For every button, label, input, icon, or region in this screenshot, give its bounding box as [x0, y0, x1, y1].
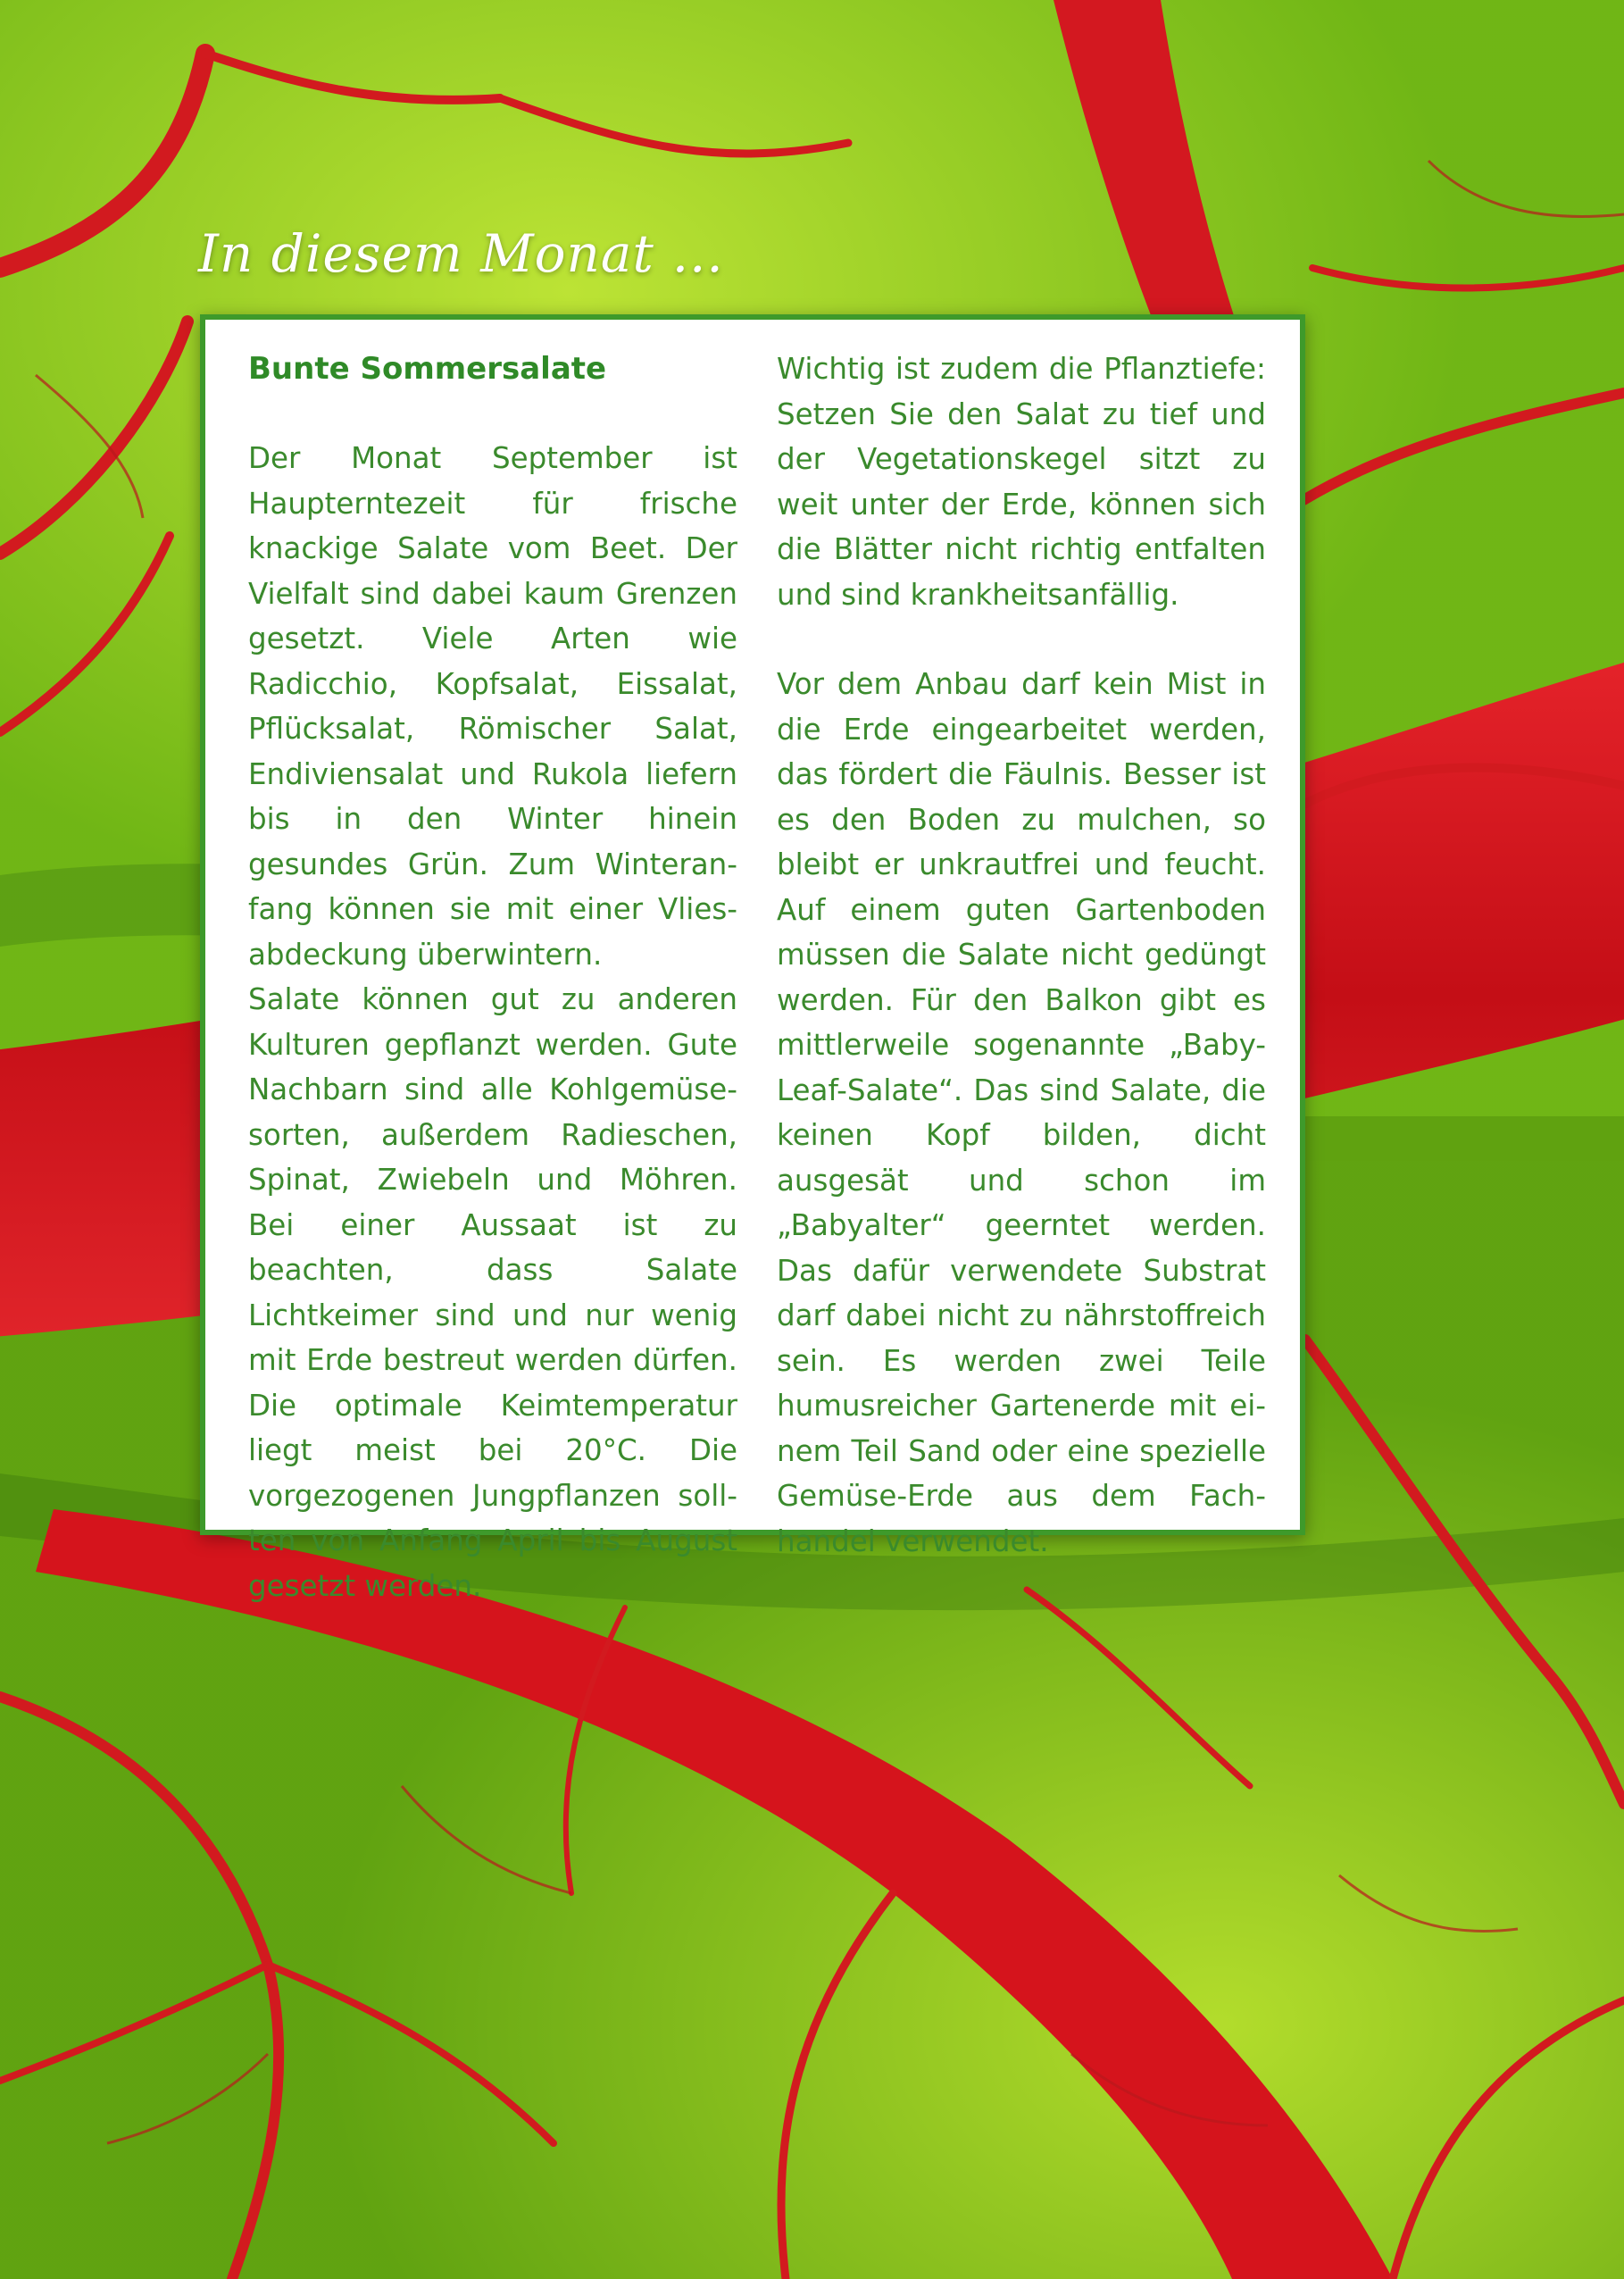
article-column-left — [248, 346, 737, 1608]
article-column-right — [777, 346, 1266, 1564]
article-title: Bunte Sommersalate — [248, 351, 607, 387]
article-paragraph: Vor dem Anbau darf kein Mist in die Erde eingearbeitet werden, das fördert die Fäulnis. Besser ist es den Boden zu mulchen, so bleibt er unkrautfrei und feucht. Auf einem guten Gartenboden müssen die Salate nicht gedüngt werden. Für den Balkon gibt es mittlerweile sogenannte „Baby-Leaf-Salate“. Das sind Salate, die keinen Kopf bilden, dicht ausgesät und schon im „Babyalter“ geerntet werden. Das dafür verwendete Substrat darf dabei nicht zu nährstoffreich sein. Es werden zwei Teile humusreicher Gartenerde mit einem Teil Sand oder eine spezielle Gemüse-Erde aus dem Fachhandel verwendet. — [777, 667, 1266, 1558]
article-paragraph: Der Monat September ist Haupterntezeit für frische knackige Salate vom Beet. Der Vielfalt sind dabei kaum Grenzen gesetzt. Viele Arten wie Radicchio, Kopfsalat, Eissalat, Pflücksalat, Römischer Salat, Endiviensalat und Rukola liefern bis in den Winter hinein gesundes Grün. Zum Winteranfang können sie mit einer Vliesabdeckung überwintern. — [248, 441, 737, 972]
article-paragraph: Wichtig ist zudem die Pflanztiefe: Setzen Sie den Salat zu tief und der Vegetationskegel sitzt zu weit unter der Erde, können sich die Blätter nicht richtig entfalten und sind krankheitsanfällig. — [777, 352, 1266, 612]
article-card — [200, 314, 1305, 1603]
section-heading-in-diesem-monat: In diesem Monat … — [198, 223, 725, 284]
article-paragraph: Salate können gut zu anderen Kulturen gepflanzt werden. Gute Nachbarn sind alle Kohlgemüsesorten, außerdem Radieschen, Spinat, Zwiebeln und Möhren. Bei einer Aussaat ist zu beachten, dass Salate Lichtkeimer sind und nur wenig mit Erde bestreut werden dürfen. Die optimale Keimtemperatur liegt meist bei 20°C. Die vorgezogenen Jungpflanzen sollten von Anfang April bis August gesetzt werden. — [248, 982, 737, 1603]
